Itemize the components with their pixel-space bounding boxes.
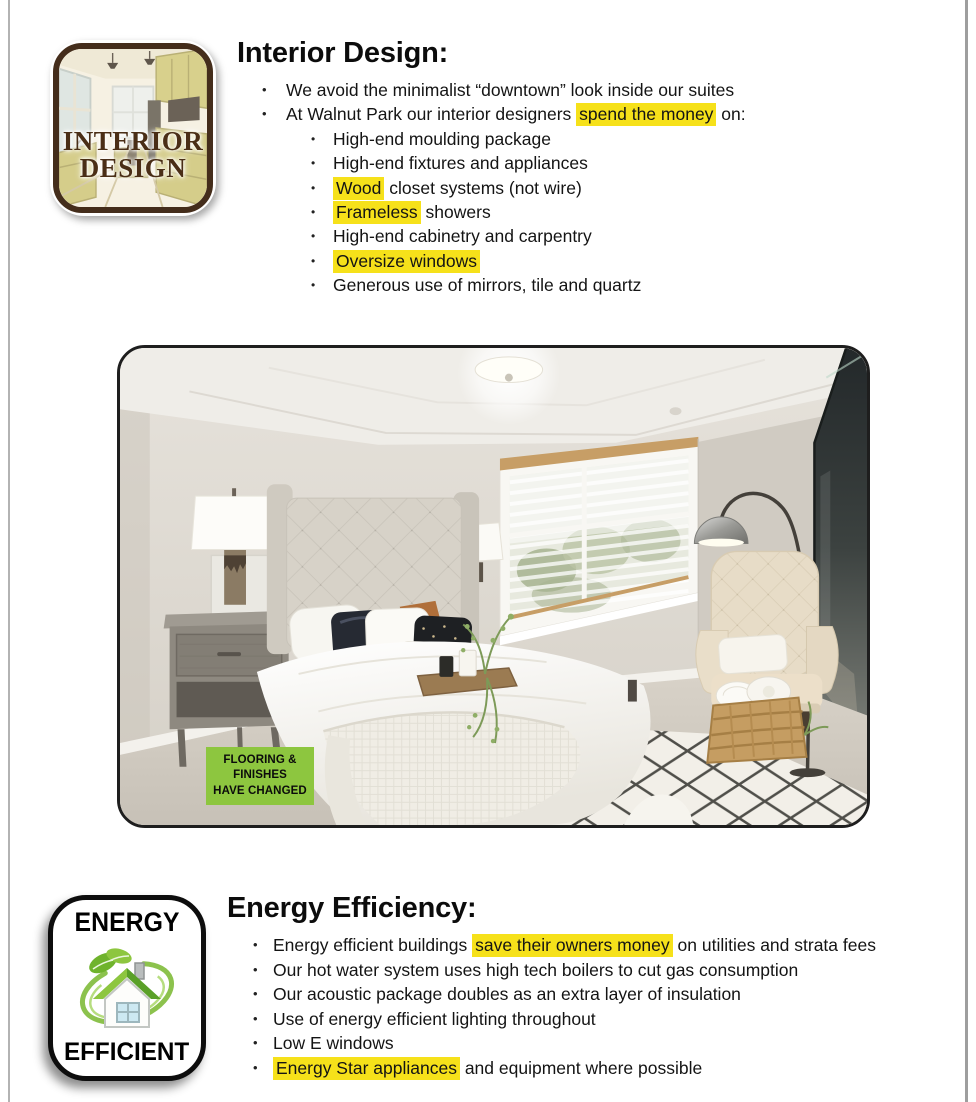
bullet-item: • At Walnut Park our interior designers spend the money on: [262,104,746,125]
bullet-item: • Our acoustic package doubles as an extra layer of insulation [253,984,741,1005]
interior-design-heading: Interior Design: [237,37,449,69]
page-edge-left [8,0,10,1102]
interior-sub-bullet-list [311,127,947,298]
flooring-finishes-label: FLOORING & FINISHES HAVE CHANGED [206,747,314,805]
bedroom-photo [117,345,870,828]
interior-design-section [237,36,947,298]
energy-efficiency-section [227,891,957,1081]
bullet-item: • Wood closet systems (not wire) [311,177,582,198]
bullet-item: • High-end fixtures and appliances [311,153,588,174]
bullet-item: • Low E windows [253,1033,394,1054]
bullet-item: • Generous use of mirrors, tile and quartz [311,275,642,296]
interior-design-badge [50,40,216,216]
bullet-item: • Use of energy efficient lighting throughout [253,1008,596,1029]
energy-badge-top-label: ENERGY [74,907,180,937]
energy-badge-bottom-label: EFFICIENT [64,1038,190,1066]
bullet-item: • We avoid the minimalist “downtown” look inside our suites [262,80,735,100]
energy-bullet-list [253,933,957,1081]
energy-efficient-badge [48,895,206,1081]
bullet-item: • Frameless showers [311,202,491,223]
energy-house-icon [75,943,179,1033]
bullet-item: • High-end cabinetry and carpentry [311,226,592,247]
bullet-item: • Energy efficient buildings save their owners money on utilities and strata fees [253,935,876,955]
interior-badge-line2: DESIGN [79,153,187,183]
page-edge-right [965,0,968,1102]
bullet-item: • Oversize windows [311,249,947,273]
kitchen-sketch-illustration [53,43,213,213]
energy-efficiency-heading: Energy Efficiency: [227,892,477,924]
bullet-item: • Energy Star appliances and equipment where possible [253,1057,703,1078]
bullet-item: • Our hot water system uses high tech boilers to cut gas consumption [253,959,799,980]
interior-bullet-list [262,78,947,127]
bullet-item: • High-end moulding package [311,128,551,149]
interior-badge-line1: INTERIOR [62,126,204,156]
